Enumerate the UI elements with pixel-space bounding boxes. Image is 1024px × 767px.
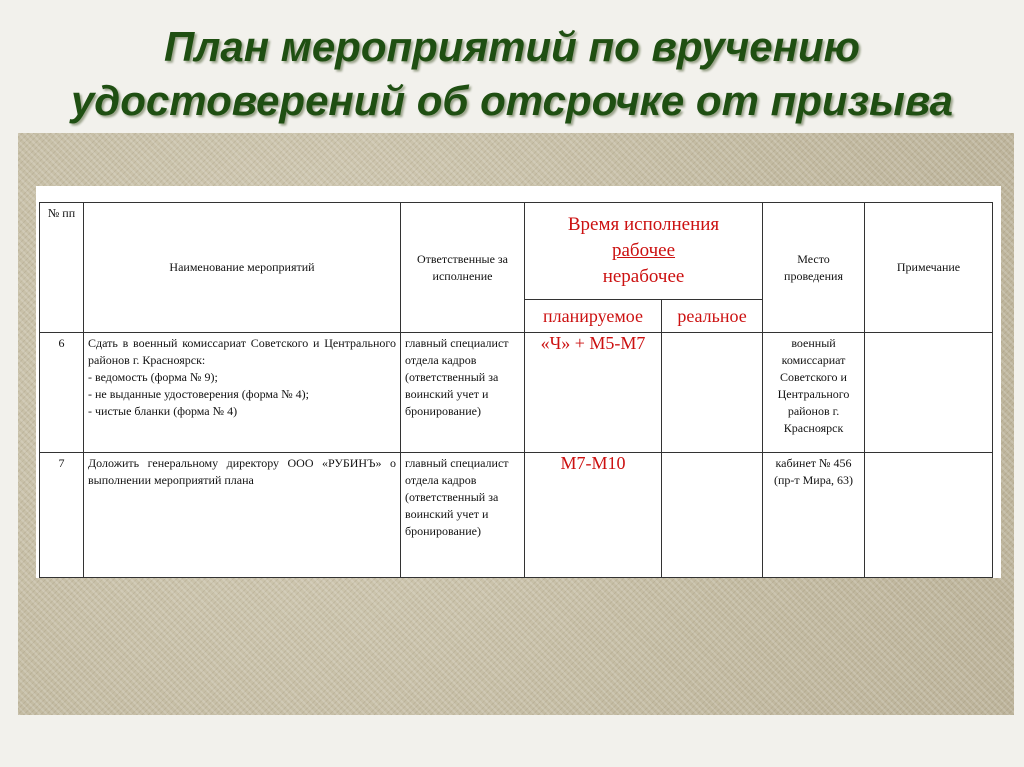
- slide-title-line-1: План мероприятий по вручению: [164, 23, 860, 70]
- header-row: [40, 203, 993, 300]
- row-name-line: - ведомость (форма № 9);: [88, 370, 218, 384]
- slide-title-line-2: удостоверений об отсрочке от призыва: [70, 77, 954, 124]
- row-note: [865, 333, 993, 453]
- header-time: [525, 203, 763, 300]
- header-note: Примечание: [865, 203, 993, 333]
- table-row: [40, 453, 993, 578]
- row-name: [84, 453, 401, 578]
- header-time-nonworking: нерабочее: [602, 266, 685, 287]
- plan-table: [39, 202, 993, 578]
- row-name-line: Сдать в военный комиссариат Советского и Центрального районов г. Красноярск:: [88, 336, 396, 367]
- row-responsible: главный специалист отдела кадров (ответственный за воинский учет и бронирование): [401, 453, 525, 578]
- header-num: № пп: [40, 203, 84, 333]
- row-planned: М7-М10: [525, 453, 662, 578]
- row-num: 6: [40, 333, 84, 453]
- header-place: Место проведения: [763, 203, 865, 333]
- row-place: кабинет № 456 (пр-т Мира, 63): [763, 453, 865, 578]
- header-actual: реальное: [662, 300, 763, 333]
- document-image: [36, 186, 1001, 578]
- row-name: [84, 333, 401, 453]
- row-name-line: - не выданные удостоверения (форма № 4);: [88, 387, 310, 401]
- row-place: военный комиссариат Советского и Центрального районов г. Красноярск: [763, 333, 865, 453]
- row-actual: [662, 333, 763, 453]
- row-actual: [662, 453, 763, 578]
- header-time-working: рабочее: [611, 240, 676, 261]
- header-name: Наименование мероприятий: [84, 203, 401, 333]
- row-name-line: - чистые бланки (форма № 4): [88, 404, 238, 418]
- row-note: [865, 453, 993, 578]
- row-responsible: главный специалист отдела кадров (ответственный за воинский учет и бронирование): [401, 333, 525, 453]
- table-row: [40, 333, 993, 453]
- row-num: 7: [40, 453, 84, 578]
- header-planned: планируемое: [525, 300, 662, 333]
- slide-title: [0, 20, 1024, 128]
- header-responsible: Ответственные за исполнение: [401, 203, 525, 333]
- row-planned: «Ч» + М5-М7: [525, 333, 662, 453]
- row-name-line: Доложить генеральному директору ООО «РУБИНЪ» о выполнении мероприятий плана: [88, 456, 396, 487]
- header-time-title: Время исполнения: [567, 214, 720, 235]
